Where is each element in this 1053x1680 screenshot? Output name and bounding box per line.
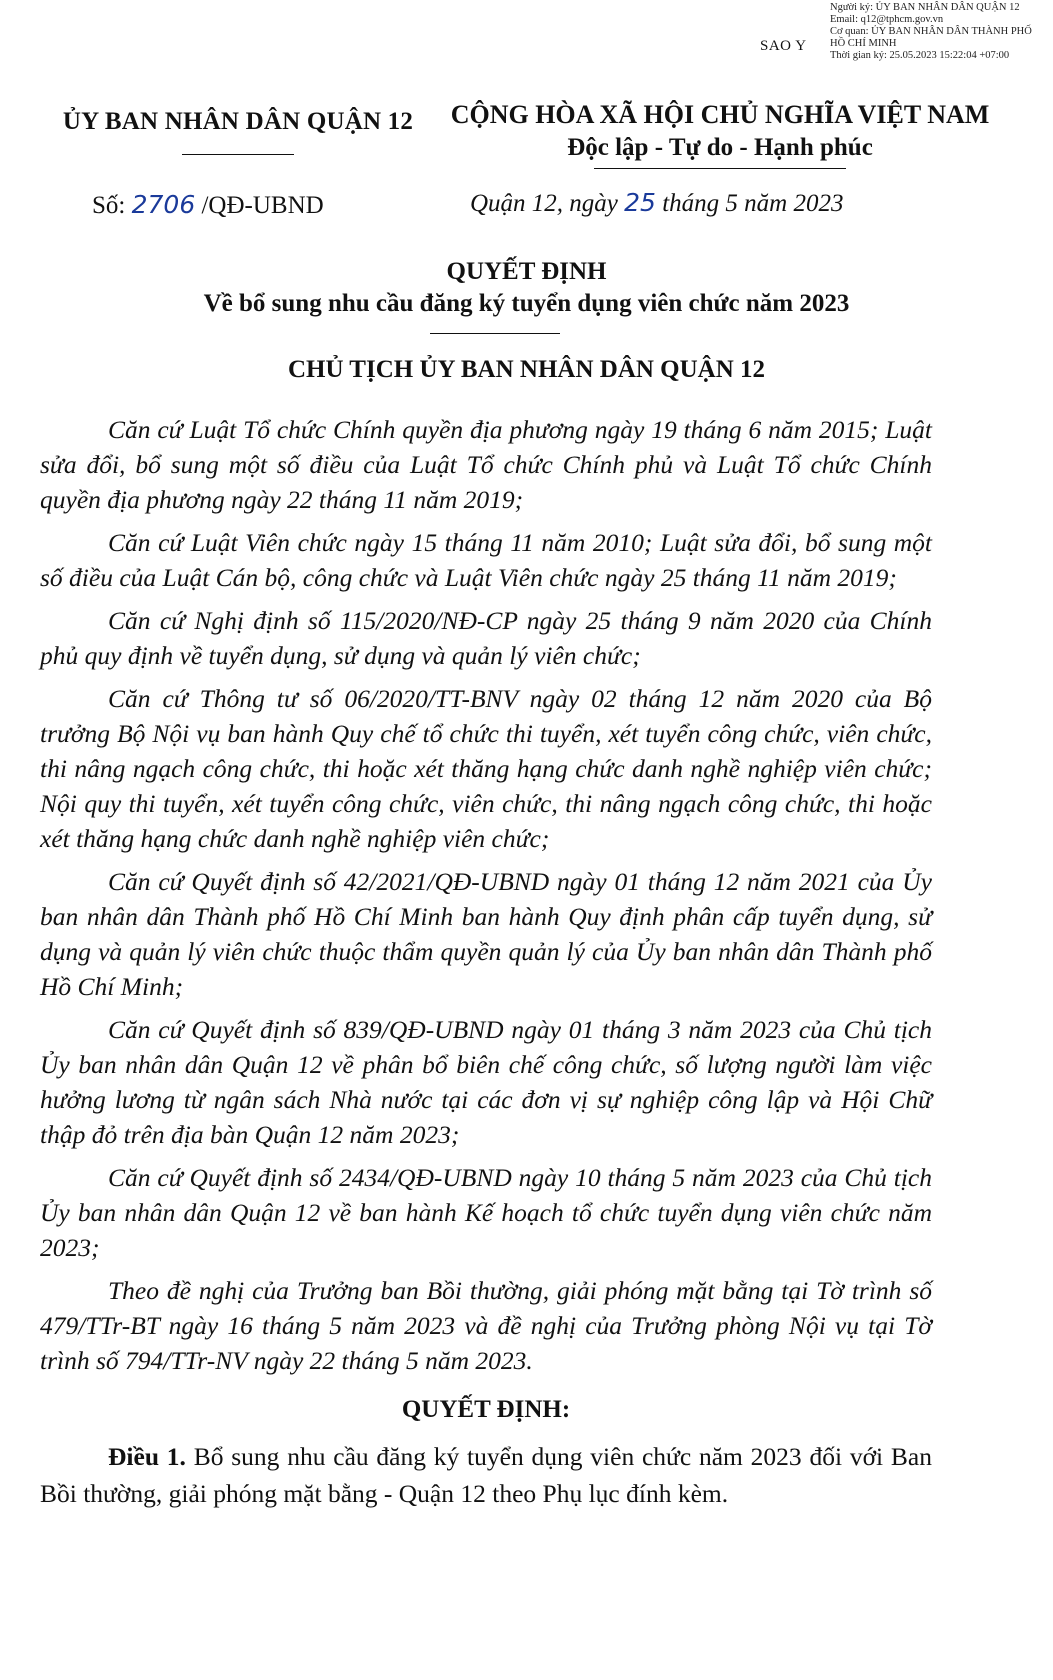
org-name: ỦY BAN NHÂN DÂN QUẬN 12 [62,108,414,135]
number-suffix: /QĐ-UBND [195,192,324,219]
legal-basis-paragraph: Căn cứ Quyết định số 42/2021/QĐ-UBND ngày 01 tháng 12 năm 2021 của Ủy ban nhân dân Thành phố Hồ Chí Minh ban hành Quy định phân cấp tuyển dụng, sử dụng và quản lý viên chức thuộc thẩm quyền quản lý của Ủy ban nhân dân Thành phố Hồ Chí Minh; [40,867,932,1001]
motto-underline [594,168,846,169]
document-type: QUYẾT ĐỊNH [446,258,607,285]
nation-name: CỘNG HÒA XÃ HỘI CHỦ NGHĨA VIỆT NAM [450,100,990,129]
decision-heading: QUYẾT ĐỊNH: [401,1396,571,1423]
legal-basis-paragraph: Căn cứ Quyết định số 839/QĐ-UBND ngày 01 tháng 3 năm 2023 của Chủ tịch Ủy ban nhân dân Quận 12 về phân bổ biên chế công chức, số lượng người làm việc hưởng lương từ ngân sách Nhà nước tại các đơn vị sự nghiệp công lập và Hội Chữ thập đỏ trên địa bàn Quận 12 năm 2023; [40,1015,932,1149]
legal-basis-paragraph: Căn cứ Quyết định số 2434/QĐ-UBND ngày 10 tháng 5 năm 2023 của Chủ tịch Ủy ban nhân dân Quận 12 về ban hành Kế hoạch tổ chức tuyển dụng viên chức năm 2023; [40,1163,932,1262]
document-body [40,412,932,1512]
date-suffix: tháng 5 năm 2023 [655,190,844,217]
legal-basis-paragraph: Căn cứ Luật Viên chức ngày 15 tháng 11 năm 2010; Luật sửa đổi, bổ sung một số điều của Luật Cán bộ, công chức và Luật Viên chức ngày 25 tháng 11 năm 2019; [40,528,932,592]
signature-line-agency: Cơ quan: ỦY BAN NHÂN DÂN THÀNH PHỐ HỒ CHÍ MINH [830,26,1032,49]
copy-stamp: SAO Y [760,38,807,54]
legal-basis-paragraph: Căn cứ Luật Tổ chức Chính quyền địa phương ngày 19 tháng 6 năm 2015; Luật sửa đổi, bổ sung một số điều của Luật Tổ chức Chính phủ và Luật Tổ chức Chính quyền địa phương ngày 22 tháng 11 năm 2019; [40,415,932,514]
date-prefix: Quận 12, ngày [470,190,625,217]
handwritten-day: 25 [624,188,656,217]
legal-basis-paragraph: Căn cứ Thông tư số 06/2020/TT-BNV ngày 02 tháng 12 năm 2020 của Bộ trưởng Bộ Nội vụ ban hành Quy chế tổ chức thi tuyển, xét tuyển công chức, viên chức, thi nâng ngạch công chức, thi hoặc xét thăng hạng chức danh nghề nghiệp viên chức; Nội quy thi tuyển, xét tuyển công chức, viên chức, thi nâng ngạch công chức, thi hoặc xét thăng hạng chức danh nghề nghiệp viên chức; [40,684,932,853]
proposal-paragraph: Theo đề nghị của Trưởng ban Bồi thường, giải phóng mặt bằng tại Tờ trình số 479/TTr-BT ngày 16 tháng 5 năm 2023 và đề nghị của Trưởng phòng Nội vụ tại Tờ trình số 794/TTr-NV ngày 22 tháng 5 năm 2023. [40,1276,932,1375]
document-number [92,190,324,220]
signature-line-time: Thời gian ký: 25.05.2023 15:22:04 +07:00 [830,50,1010,61]
org-underline [182,154,294,155]
handwritten-number: 2706 [131,190,196,219]
national-header [430,100,1010,169]
national-motto: Độc lập - Tự do - Hạnh phúc [567,134,873,161]
article-1 [40,1438,932,1512]
issuing-authority [38,108,438,155]
document-subject: Về bổ sung nhu cầu đăng ký tuyển dụng viên chức năm 2023 [203,290,850,317]
number-prefix: Số: [92,192,132,219]
document-date [470,188,843,218]
digital-signature-block [830,2,1045,62]
article-1-text: Bổ sung nhu cầu đăng ký tuyển dụng viên chức năm 2023 đối với Ban Bồi thường, giải phóng mặt bằng - Quận 12 theo Phụ lục đính kèm. [40,1442,932,1508]
title-underline [430,333,560,334]
signature-line-signer: Người ký: ỦY BAN NHÂN DÂN QUẬN 12 [830,2,1020,13]
legal-basis-paragraph: Căn cứ Nghị định số 115/2020/NĐ-CP ngày 25 tháng 9 năm 2020 của Chính phủ quy định về tuyển dụng, sử dụng và quản lý viên chức; [40,606,932,670]
article-1-label: Điều 1. [108,1442,186,1471]
issuing-official: CHỦ TỊCH ỦY BAN NHÂN DÂN QUẬN 12 [287,356,766,383]
signature-line-email: Email: q12@tphcm.gov.vn [830,14,944,25]
